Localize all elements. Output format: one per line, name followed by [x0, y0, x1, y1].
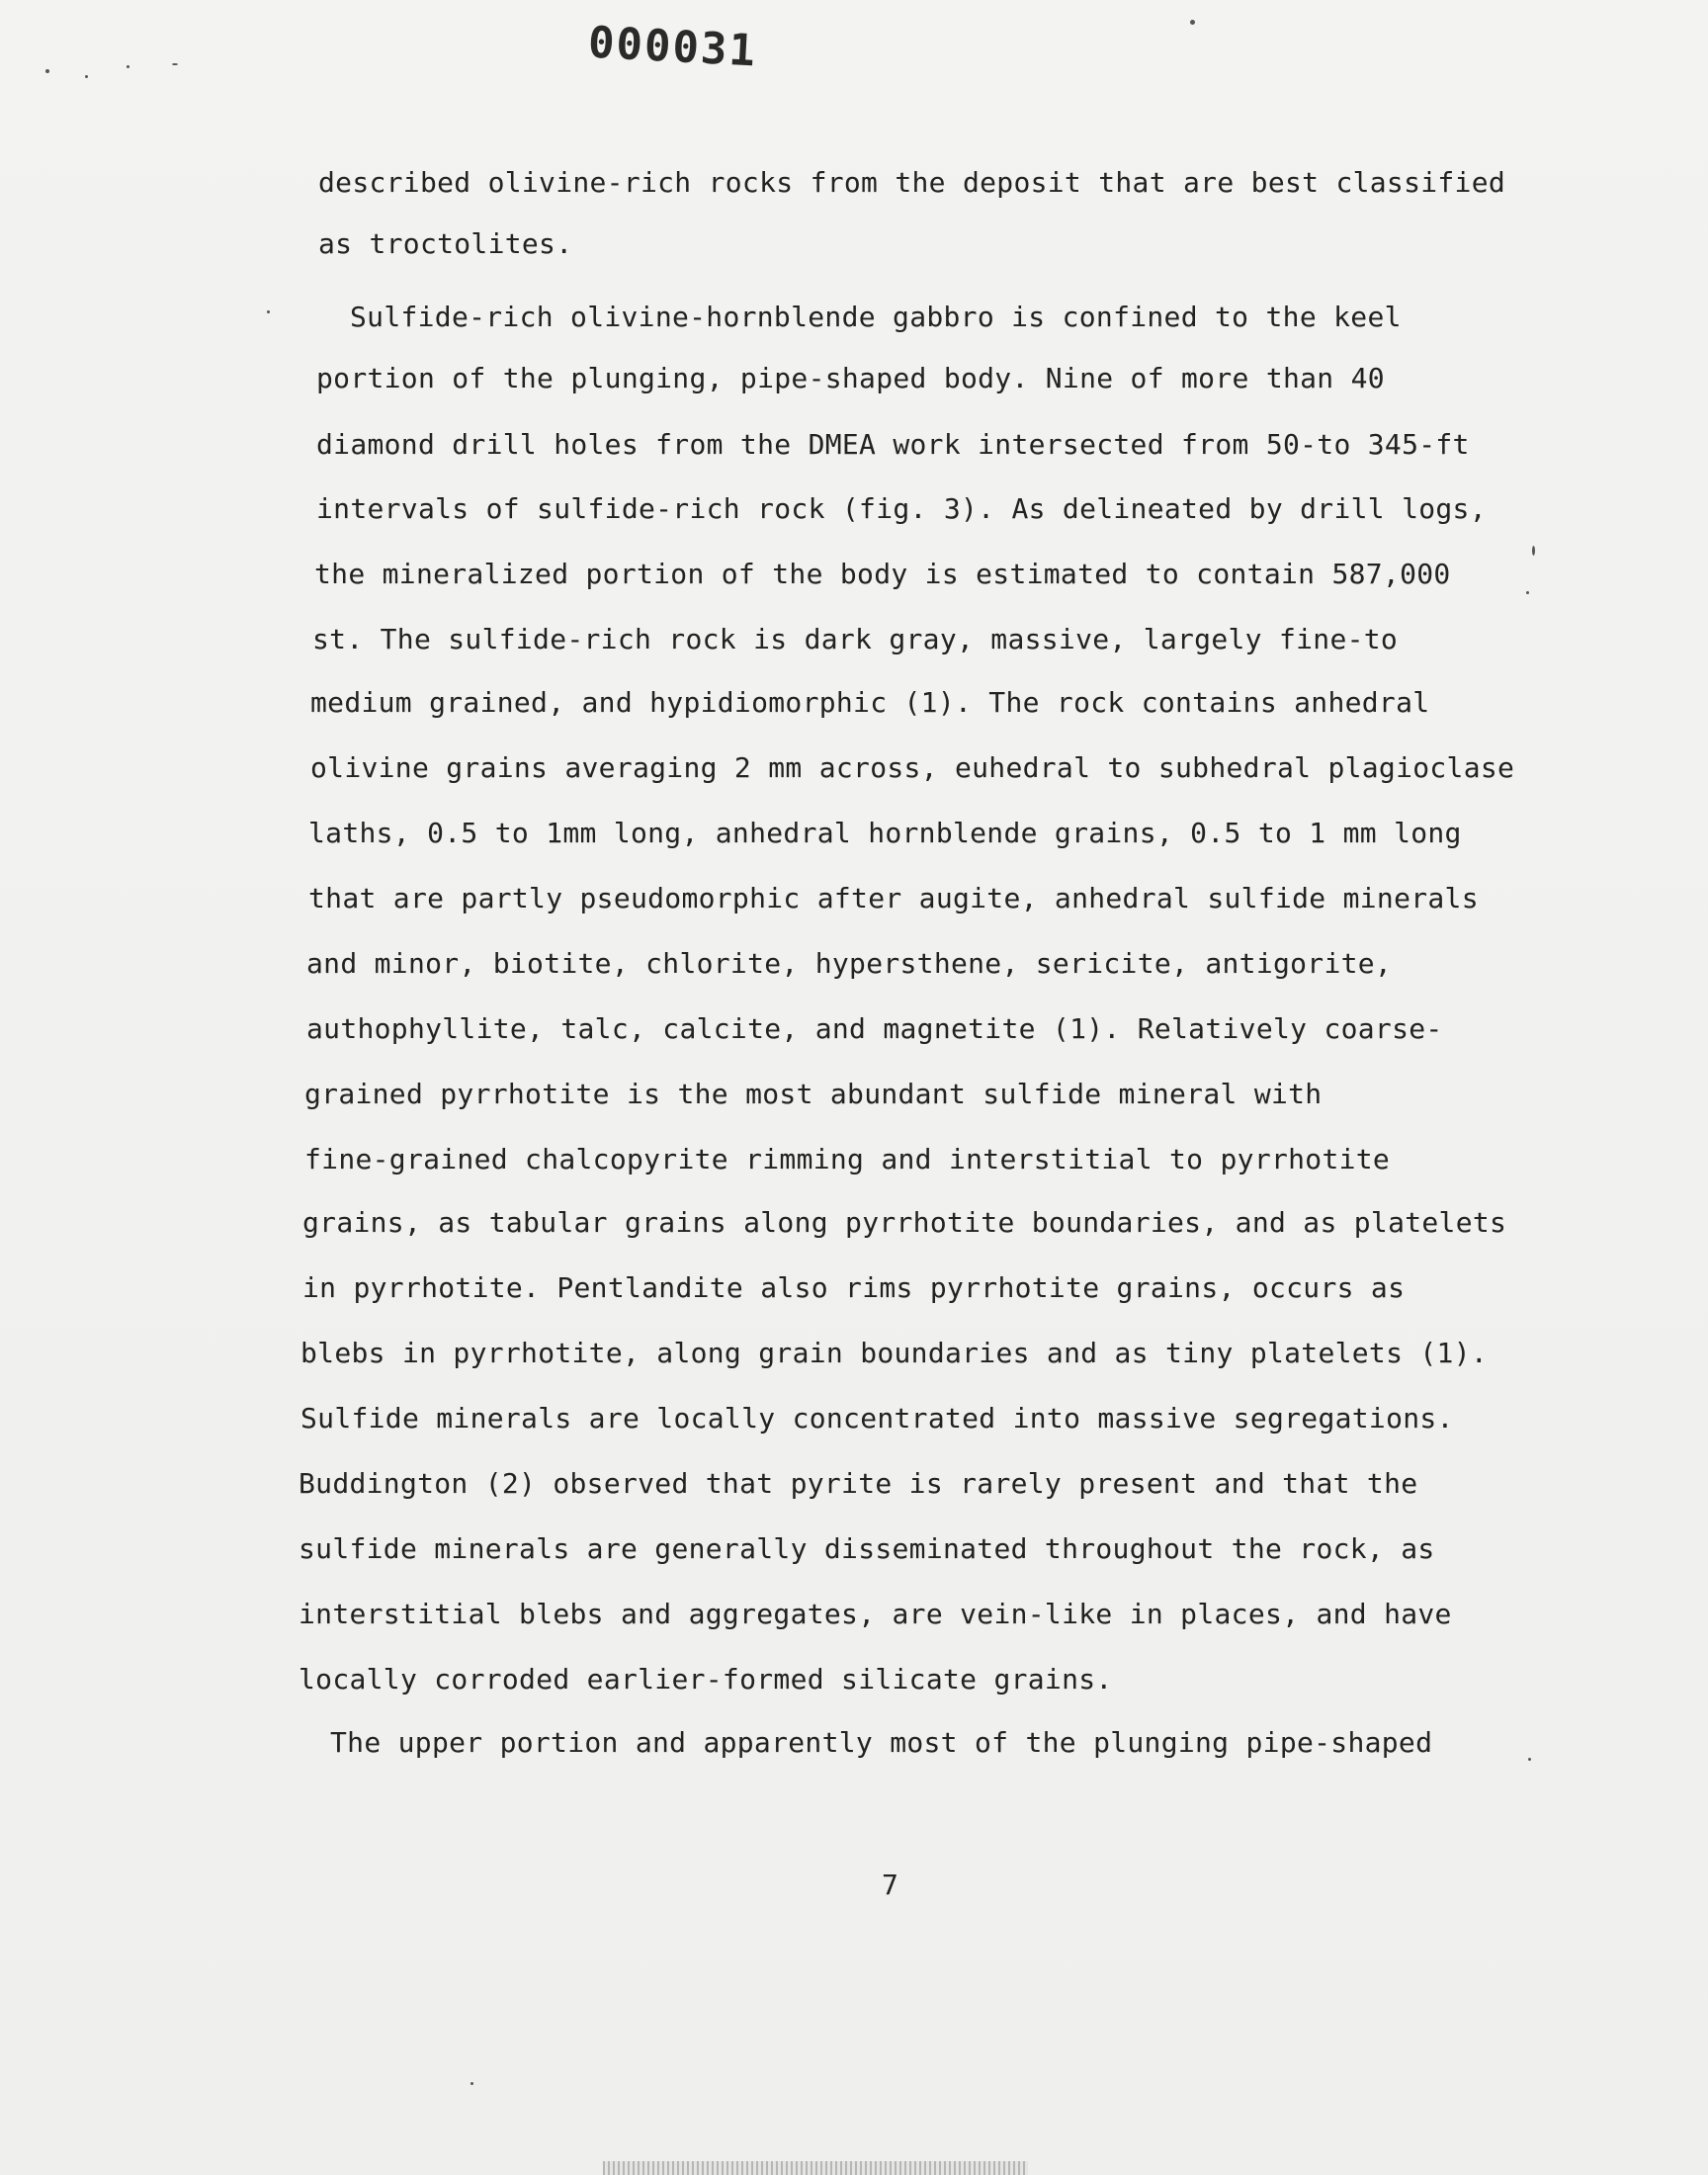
scan-edge-artifact [603, 2161, 1028, 2175]
text-line: Buddington (2) observed that pyrite is rarely present and that the [299, 1467, 1418, 1500]
text-line: Sulfide minerals are locally concentrated into massive segregations. [300, 1402, 1454, 1435]
text-line: in pyrrhotite. Pentlandite also rims pyrrhotite grains, occurs as [302, 1271, 1406, 1304]
text-line: interstitial blebs and aggregates, are vein-like in places, and have [299, 1598, 1452, 1630]
scan-speck [127, 65, 129, 68]
scan-speck [1190, 20, 1195, 25]
text-line: grains, as tabular grains along pyrrhotite boundaries, and as platelets [302, 1206, 1507, 1239]
text-line: intervals of sulfide-rich rock (fig. 3). As delineated by drill logs, [316, 492, 1487, 525]
text-line: medium grained, and hypidiomorphic (1). The rock contains anhedral [310, 686, 1430, 719]
text-line: sulfide minerals are generally disseminated throughout the rock, as [299, 1532, 1435, 1565]
scan-speck [1532, 546, 1535, 556]
text-line: Sulfide-rich olivine-hornblende gabbro is confined to the keel [350, 301, 1402, 333]
scan-speck [1528, 1758, 1531, 1761]
text-line: as troctolites. [318, 227, 573, 260]
scan-speck [1526, 591, 1529, 594]
text-line: diamond drill holes from the DMEA work intersected from 50-to 345-ft [316, 428, 1470, 461]
text-line: olivine grains averaging 2 mm across, euhedral to subhedral plagioclase [310, 751, 1515, 784]
scan-speck [267, 310, 270, 313]
scan-speck [85, 75, 88, 78]
text-line: the mineralized portion of the body is estimated to contain 587,000 [314, 558, 1451, 590]
text-line: locally corroded earlier-formed silicate grains. [299, 1663, 1113, 1696]
text-line: grained pyrrhotite is the most abundant sulfide mineral with [304, 1078, 1323, 1110]
document-stamp-number: 000031 [586, 17, 759, 77]
text-line: that are partly pseudomorphic after augite, anhedral sulfide minerals [308, 882, 1479, 914]
text-line: blebs in pyrrhotite, along grain boundaries and as tiny platelets (1). [300, 1337, 1489, 1369]
text-line: and minor, biotite, chlorite, hypersthene, sericite, antigorite, [306, 947, 1393, 980]
text-line: described olivine-rich rocks from the deposit that are best classified [318, 166, 1506, 199]
page-number: 7 [882, 1869, 898, 1901]
text-line: authophyllite, talc, calcite, and magnetite (1). Relatively coarse- [306, 1012, 1443, 1045]
text-line: fine-grained chalcopyrite rimming and interstitial to pyrrhotite [304, 1143, 1391, 1175]
text-line: portion of the plunging, pipe-shaped body. Nine of more than 40 [316, 362, 1385, 394]
scan-speck [470, 2082, 473, 2085]
scan-speck [45, 69, 49, 73]
text-line: The upper portion and apparently most of the plunging pipe-shaped [330, 1726, 1433, 1759]
scan-speck [172, 63, 178, 65]
text-line: st. The sulfide-rich rock is dark gray, massive, largely fine-to [312, 623, 1399, 655]
text-line: laths, 0.5 to 1mm long, anhedral hornblende grains, 0.5 to 1 mm long [308, 817, 1462, 849]
